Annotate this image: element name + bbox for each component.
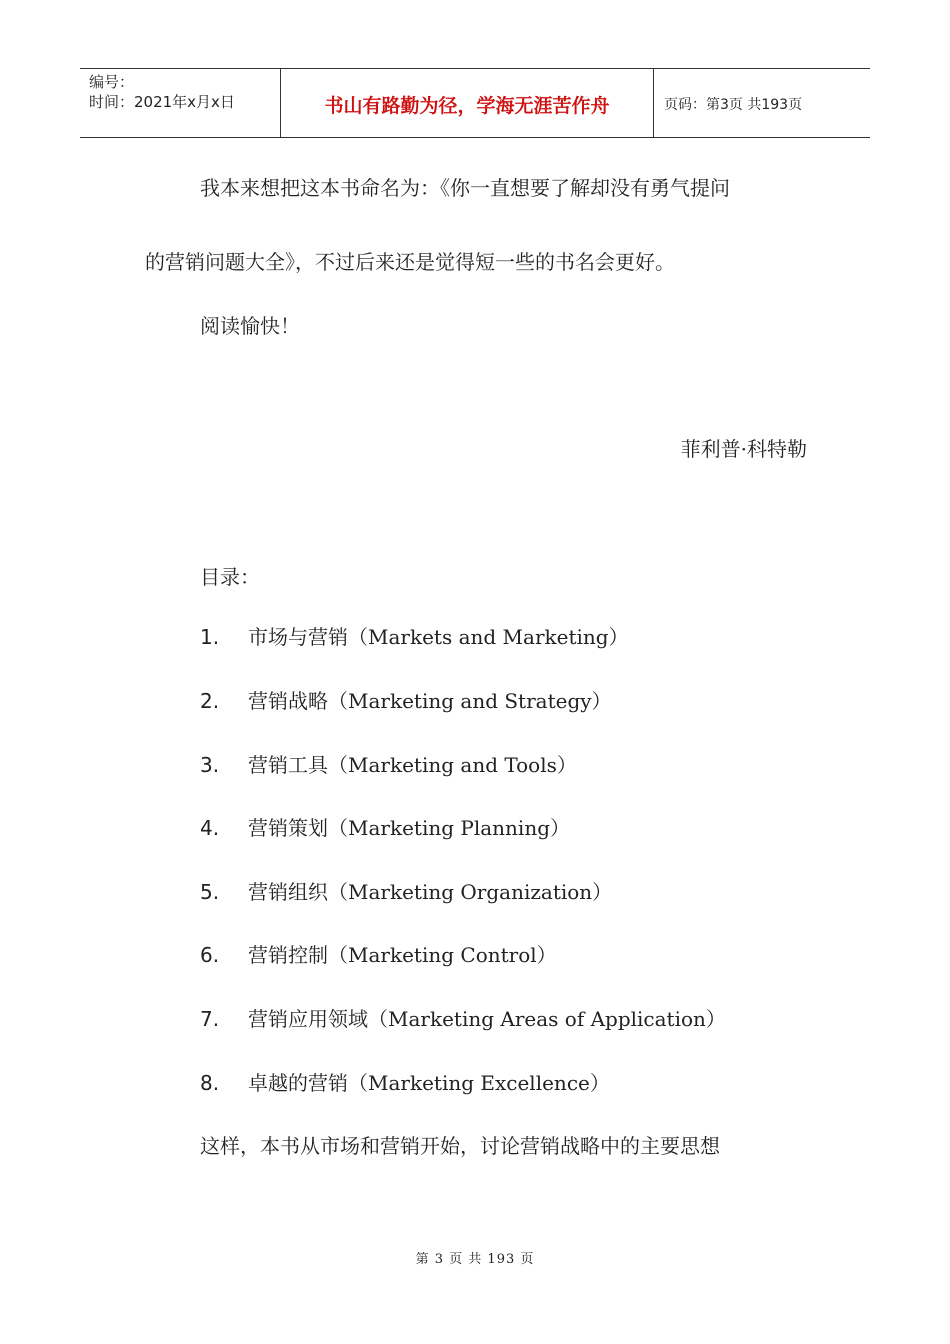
toc-item [200, 621, 629, 650]
toc-text: 营销组织（Marketing Organization） [248, 880, 613, 904]
page-footer: 第 3 页 共 193 页 [415, 1252, 535, 1267]
page-header [80, 68, 870, 138]
toc-item [200, 1067, 610, 1096]
paragraph-line: 这样，本书从市场和营销开始，讨论营销战略中的主要思想 [200, 1134, 720, 1158]
signature: 菲利普·科特勒 [680, 437, 807, 461]
toc-text: 卓越的营销（Marketing Excellence） [248, 1071, 610, 1095]
header-meta-cell [80, 69, 281, 137]
code-label: 编号： [89, 73, 135, 91]
toc-number: 7. [200, 1007, 220, 1031]
toc-item [200, 812, 570, 841]
toc-item [200, 685, 612, 714]
paragraph-line: 的营销问题大全》，不过后来还是觉得短一些的书名会更好。 [145, 250, 675, 274]
toc-text: 营销控制（Marketing Control） [248, 943, 557, 967]
toc-number: 8. [200, 1071, 220, 1095]
toc-number: 5. [200, 880, 220, 904]
header-motto: 书山有路勤为径，学海无涯苦作舟 [324, 95, 610, 117]
toc-text: 营销战略（Marketing and Strategy） [248, 689, 612, 713]
toc-number: 2. [200, 689, 220, 713]
toc-text: 营销应用领域（Marketing Areas of Application） [248, 1007, 726, 1031]
toc-number: 4. [200, 816, 220, 840]
paragraph: 阅读愉快！ [200, 314, 300, 338]
toc-item [200, 876, 612, 905]
toc-text: 营销策划（Marketing Planning） [248, 816, 571, 840]
toc-number: 3. [200, 753, 220, 777]
toc-text: 市场与营销（Markets and Marketing） [248, 625, 629, 649]
time-label: 时间：2021年x月x日 [89, 93, 235, 111]
toc-item [200, 749, 577, 778]
toc-item [200, 939, 557, 968]
toc-number: 1. [200, 625, 220, 649]
header-page-info: 页码：第3页 共193页 [664, 97, 803, 113]
toc-item [200, 1003, 726, 1032]
toc-number: 6. [200, 943, 220, 967]
toc-title: 目录： [200, 565, 260, 589]
header-page-cell [654, 69, 870, 137]
paragraph-line: 我本来想把这本书命名为：《你一直想要了解却没有勇气提问 [200, 176, 730, 200]
toc-text: 营销工具（Marketing and Tools） [248, 753, 577, 777]
header-motto-cell [281, 69, 654, 137]
